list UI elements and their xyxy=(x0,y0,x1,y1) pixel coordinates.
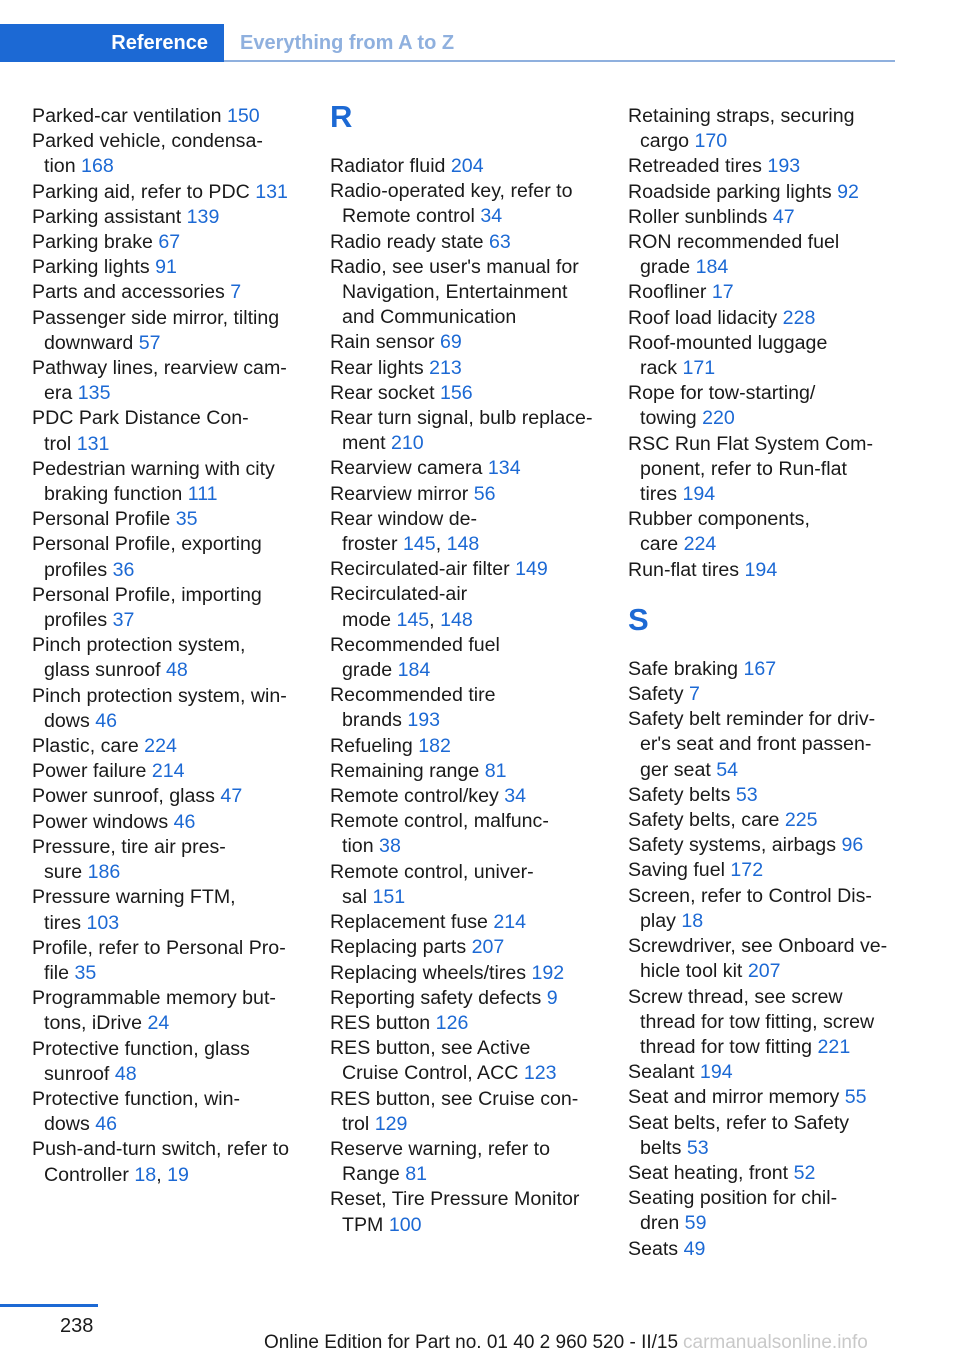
index-entry xyxy=(628,682,918,707)
index-entry xyxy=(628,1161,918,1186)
index-entry xyxy=(330,1036,620,1086)
page-reference-link[interactable]: 48 xyxy=(166,659,188,682)
index-entry xyxy=(330,356,620,381)
page-reference-link[interactable]: 55 xyxy=(844,1086,867,1109)
index-entry-text: Roof-mounted luggage rack xyxy=(628,331,828,380)
index-entry xyxy=(628,306,918,331)
page-reference-link[interactable]: 34 xyxy=(480,205,503,228)
index-entry xyxy=(330,1137,620,1187)
index-entry xyxy=(330,986,620,1011)
index-entry-text: Screw thread, see screw thread for tow fitting, screw thread for tow fitting xyxy=(628,985,875,1058)
index-entry xyxy=(628,1085,918,1110)
page-reference-link[interactable]: 167 xyxy=(743,657,777,680)
index-entry xyxy=(628,1060,918,1085)
page-reference-link[interactable]: 19 xyxy=(167,1163,189,1186)
page-reference-link[interactable]: 111 xyxy=(187,483,218,506)
page-reference-link[interactable]: 34 xyxy=(504,785,527,808)
page-reference-link[interactable]: 91 xyxy=(155,256,177,279)
index-entry xyxy=(330,154,620,179)
index-entry xyxy=(628,808,918,833)
index-entry xyxy=(628,205,918,230)
index-entry xyxy=(628,558,918,583)
index-entry-text: Pressure, tire air pres- sure xyxy=(32,835,226,884)
index-entry: Push-and-turn switch, refer to Controller 18, 19 xyxy=(32,1138,290,1186)
index-entry xyxy=(330,482,620,507)
index-entry-text: Refueling xyxy=(330,734,413,757)
index-entry xyxy=(32,986,322,1036)
index-entry xyxy=(32,104,322,129)
page-reference-link[interactable]: 145 xyxy=(402,533,436,556)
index-entry-text: Reset, Tire Pressure Monitor TPM xyxy=(330,1188,580,1236)
page-reference-link[interactable]: 193 xyxy=(767,155,801,178)
page-reference-link[interactable]: 69 xyxy=(440,331,462,354)
section-tab-reference[interactable]: Reference xyxy=(0,24,224,62)
page-reference-link[interactable]: 224 xyxy=(144,735,177,758)
page-reference-link[interactable]: 59 xyxy=(684,1212,707,1235)
index-entry-text: Seat and mirror memory xyxy=(628,1086,840,1109)
index-entry xyxy=(330,406,620,456)
page-reference-link[interactable]: 210 xyxy=(391,432,424,455)
index-entry-text: Parked-car ventilation xyxy=(32,105,222,127)
index-entry-text: Plastic, care xyxy=(32,735,139,758)
index-entry-text: Pedestrian warning with city braking function xyxy=(32,457,275,506)
page-reference-link[interactable]: 135 xyxy=(77,382,111,405)
index-entry-text: Parked vehicle, condensa- tion xyxy=(32,130,263,178)
page-reference-link[interactable]: 192 xyxy=(531,961,565,984)
page-reference-link[interactable]: 18 xyxy=(134,1163,157,1186)
page-reference-link[interactable]: 56 xyxy=(473,482,496,505)
index-entry-text: Safety systems, airbags xyxy=(628,834,836,857)
page-reference-link[interactable]: 207 xyxy=(747,960,781,983)
header-rule xyxy=(224,60,895,62)
index-entry-text: Recirculated-air mode xyxy=(330,583,468,631)
index-entry xyxy=(330,633,620,683)
index-entry xyxy=(628,707,918,783)
section-gap xyxy=(628,583,918,607)
index-entry xyxy=(32,507,322,532)
index-column-1 xyxy=(32,104,322,1188)
index-entry-text: RES button xyxy=(330,1011,431,1034)
index-entry-text: Recommended tire brands xyxy=(330,684,496,732)
page-reference-link[interactable]: 48 xyxy=(114,1062,137,1085)
index-entry-text: Parking aid, refer to PDC xyxy=(32,180,250,203)
page-reference-link[interactable]: 134 xyxy=(487,457,521,480)
page-reference-link[interactable]: 37 xyxy=(112,609,135,632)
index-entry-text: Run-flat tires xyxy=(628,558,740,581)
page-reference-link[interactable]: 53 xyxy=(686,1136,709,1159)
page-reference-link[interactable]: 194 xyxy=(744,558,778,581)
page-reference-link[interactable]: 18 xyxy=(681,909,704,932)
page-reference-link[interactable]: 172 xyxy=(730,859,764,882)
index-entry xyxy=(330,809,620,859)
page-reference-link[interactable]: 171 xyxy=(682,357,716,380)
index-entry-text: Seats xyxy=(628,1237,679,1260)
index-entry-text: Remote control, malfunc- tion xyxy=(330,810,549,858)
index-entry-text: RES button, see Active Cruise Control, ACC xyxy=(330,1037,531,1085)
index-entry-text: Reserve warning, refer to Range xyxy=(330,1137,550,1186)
index-entry-text: Parking brake xyxy=(32,231,153,254)
index-entry-text: Push-and-turn switch, refer to Controller xyxy=(32,1138,290,1186)
page-reference-link[interactable]: 46 xyxy=(95,709,117,732)
index-letter-heading: R xyxy=(330,99,353,134)
page-reference-link[interactable]: 194 xyxy=(682,483,716,506)
index-entry-text: Pinch protection system, glass sunroof xyxy=(32,634,246,682)
page-reference-link[interactable]: 36 xyxy=(112,558,135,581)
index-entry-text: Remaining range xyxy=(330,759,480,782)
index-entry xyxy=(628,280,918,305)
page-reference-link[interactable]: 207 xyxy=(471,936,505,959)
page-reference-link[interactable]: 46 xyxy=(95,1113,117,1136)
index-entry-text: Roof load lidacity xyxy=(628,306,778,329)
index-entry-text: Retreaded tires xyxy=(628,155,762,178)
index-entry-text: Seat belts, refer to Safety belts xyxy=(628,1111,850,1159)
section-title: Everything from A to Z xyxy=(240,32,455,54)
page-reference-link[interactable]: 7 xyxy=(689,683,700,706)
page-reference-link[interactable]: 35 xyxy=(175,508,198,531)
page-reference-link[interactable]: 7 xyxy=(230,281,242,304)
index-entry-text: Rearview mirror xyxy=(330,482,469,505)
page-reference-link[interactable]: 170 xyxy=(694,130,728,153)
index-entry-text: Personal Profile xyxy=(32,508,171,531)
page-reference-link[interactable]: 92 xyxy=(837,180,859,203)
page-reference-link[interactable]: 24 xyxy=(147,1012,170,1035)
index-entry xyxy=(330,1187,620,1237)
index-entry-text: Safety belts, care xyxy=(628,809,780,832)
page-reference-link[interactable]: 182 xyxy=(418,734,451,757)
index-entry xyxy=(32,810,322,835)
index-entry xyxy=(628,1111,918,1161)
page-reference-link[interactable]: 213 xyxy=(429,356,462,379)
index-entry-text: Remote control/key xyxy=(330,785,499,808)
page-reference-link[interactable]: 96 xyxy=(841,834,864,857)
index-entry xyxy=(628,381,918,431)
index-entry xyxy=(628,507,918,557)
index-entry xyxy=(628,934,918,984)
index-entry xyxy=(32,835,322,885)
index-entry-text: Rubber components, care xyxy=(628,508,810,556)
index-entry xyxy=(32,129,322,179)
index-entry-text: Programmable memory but- tons, iDrive xyxy=(32,987,276,1035)
index-entry-text: Recommended fuel grade xyxy=(330,633,500,682)
page-reference-link[interactable]: 49 xyxy=(683,1237,706,1260)
page-reference-link[interactable]: 225 xyxy=(784,809,818,832)
page-reference-link[interactable]: 150 xyxy=(226,105,260,127)
index-entry-text: Power windows xyxy=(32,810,169,833)
watermark: carmanualsonline.info xyxy=(683,1332,868,1353)
index-entry xyxy=(628,180,918,205)
page-reference-link[interactable]: 220 xyxy=(702,407,735,430)
index-entry-text: PDC Park Distance Con- trol xyxy=(32,407,249,455)
index-column-2 xyxy=(330,99,620,1238)
index-entry xyxy=(32,759,322,784)
page-reference-link[interactable]: 123 xyxy=(523,1062,557,1085)
page-reference-link[interactable]: 204 xyxy=(450,155,484,177)
page-reference-link[interactable]: 100 xyxy=(388,1213,422,1236)
page-reference-link[interactable]: 156 xyxy=(440,381,473,404)
index-entry-text: Power sunroof, glass xyxy=(32,785,215,808)
index-entry: Rear window de- froster 145, 148 xyxy=(330,507,480,556)
index-entry xyxy=(32,684,322,734)
index-entry xyxy=(628,833,918,858)
index-entry xyxy=(330,961,620,986)
page-reference-link[interactable]: 151 xyxy=(372,885,406,908)
page-reference-link[interactable]: 57 xyxy=(138,331,161,354)
page-reference-link[interactable]: 194 xyxy=(699,1061,733,1084)
index-entry-text: Screwdriver, see Onboard ve- hicle tool kit xyxy=(628,935,888,983)
index-entry-text: Personal Profile, exporting profiles xyxy=(32,533,262,581)
index-entry-text: Safe braking xyxy=(628,657,739,680)
index-entry xyxy=(32,1037,322,1087)
page-reference-link[interactable]: 139 xyxy=(186,205,220,228)
index-entry xyxy=(32,583,322,633)
page-reference-link[interactable]: 126 xyxy=(435,1011,469,1034)
index-entry xyxy=(628,657,918,682)
page-reference-link[interactable]: 54 xyxy=(716,758,739,781)
index-entry-text: Saving fuel xyxy=(628,859,725,882)
page-reference-link[interactable]: 38 xyxy=(379,835,401,858)
page-reference-link[interactable]: 63 xyxy=(489,230,511,253)
index-entry-text: Roller sunblinds xyxy=(628,205,768,228)
index-entry-text: Safety belts xyxy=(628,783,731,806)
index-entry xyxy=(330,255,620,331)
index-entry xyxy=(330,557,620,582)
index-entry-text: Parking lights xyxy=(32,256,150,279)
index-entry-text: Rearview camera xyxy=(330,457,483,480)
index-entry xyxy=(330,759,620,784)
index-entry xyxy=(330,935,620,960)
index-entry xyxy=(330,381,620,406)
index-entry-text: Protective function, win- dows xyxy=(32,1087,241,1136)
page-reference-link[interactable]: 214 xyxy=(493,911,527,934)
index-entry xyxy=(628,1237,918,1262)
page-number: 238 xyxy=(60,1315,94,1337)
index-entry-text: Rear turn signal, bulb replace- ment xyxy=(330,407,593,455)
index-entry xyxy=(32,457,322,507)
index-entry xyxy=(628,1186,918,1236)
index-entry xyxy=(628,858,918,883)
page-reference-link[interactable]: 228 xyxy=(782,306,816,329)
index-entry-text: Pathway lines, rearview cam- era xyxy=(32,357,287,405)
index-entry xyxy=(32,180,322,205)
page-reference-link[interactable]: 148 xyxy=(446,533,480,556)
index-entry xyxy=(32,255,322,280)
index-entry xyxy=(32,306,322,356)
index-entry xyxy=(330,683,620,733)
index-entry-text: Pinch protection system, win- dows xyxy=(32,684,287,732)
page-reference-link[interactable]: 35 xyxy=(74,961,97,984)
index-entry xyxy=(32,356,322,406)
index-entry xyxy=(330,179,620,229)
index-entry-text: Replacing wheels/tires xyxy=(330,961,527,984)
page-reference-link[interactable]: 131 xyxy=(255,180,288,203)
page-reference-link[interactable]: 149 xyxy=(515,558,548,581)
index-entry xyxy=(32,406,322,456)
index-entry-text: Safety xyxy=(628,683,684,706)
index-entry xyxy=(32,1087,322,1137)
index-entry-text: Pressure warning FTM, tires xyxy=(32,886,236,934)
index-entry-text: Parts and accessories xyxy=(32,281,225,304)
index-entry-text: Rear window de- froster xyxy=(330,507,478,556)
index-entry-text: RON recommended fuel grade xyxy=(628,231,840,279)
index-entry-text: RSC Run Flat System Com- ponent, refer to Run-flat tires xyxy=(628,432,873,506)
index-letter-heading: S xyxy=(628,601,649,637)
page-reference-link[interactable]: 193 xyxy=(407,709,441,732)
index-entry xyxy=(32,885,322,935)
edition-text: Online Edition for Part no. 01 40 2 960 520 - II/15 xyxy=(264,1332,679,1353)
index-entry xyxy=(32,532,322,582)
page-reference-link[interactable]: 47 xyxy=(772,205,795,228)
index-entry-text: RES button, see Cruise con- trol xyxy=(330,1087,579,1135)
index-entry-text: Power failure xyxy=(32,760,147,783)
page-reference-link[interactable]: 81 xyxy=(484,759,507,782)
index-entry xyxy=(32,784,322,809)
index-entry xyxy=(330,1011,620,1036)
index-entry: Recirculated-air mode 145, 148 xyxy=(330,583,473,631)
index-entry xyxy=(330,860,620,910)
footer-rule xyxy=(0,1304,98,1307)
index-entry xyxy=(628,783,918,808)
page-reference-link[interactable]: 224 xyxy=(683,533,717,556)
index-column-3 xyxy=(628,104,918,1262)
index-entry-text: Parking assistant xyxy=(32,205,182,228)
index-entry-text: Replacing parts xyxy=(330,936,467,959)
index-entry xyxy=(628,331,918,381)
index-entry-text: Radio ready state xyxy=(330,230,484,253)
index-entry xyxy=(32,205,322,230)
page-reference-link[interactable]: 221 xyxy=(817,1035,851,1058)
index-entry-text: Radiator fluid xyxy=(330,155,446,177)
index-entry xyxy=(628,104,918,154)
index-entry-text: Rope for tow-starting/ towing xyxy=(628,382,816,430)
page-reference-link[interactable]: 168 xyxy=(81,155,114,178)
index-entry-text: Rear socket xyxy=(330,381,435,404)
page-reference-link[interactable]: 131 xyxy=(76,432,110,455)
index-entry xyxy=(628,884,918,934)
page-reference-link[interactable]: 184 xyxy=(397,659,431,682)
index-entry-text: Recirculated-air filter xyxy=(330,558,510,581)
index-entry-text: Rain sensor xyxy=(330,331,435,354)
page-reference-link[interactable]: 184 xyxy=(695,256,729,279)
page-header xyxy=(0,24,895,62)
index-entry xyxy=(330,784,620,809)
page-reference-link[interactable]: 145 xyxy=(396,608,430,631)
index-entry-text: Radio-operated key, refer to Remote control xyxy=(330,180,573,228)
page-reference-link[interactable]: 186 xyxy=(87,861,121,884)
index-entry xyxy=(628,432,918,508)
index-entry xyxy=(32,280,322,305)
index-entry-text: Protective function, glass sunroof xyxy=(32,1037,250,1085)
page-reference-link[interactable]: 46 xyxy=(173,810,196,833)
index-entry-text: Personal Profile, importing profiles xyxy=(32,583,262,632)
index-entry xyxy=(32,633,322,683)
index-entry-text: Screen, refer to Control Dis- play xyxy=(628,884,872,932)
page-reference-link[interactable]: 17 xyxy=(711,281,734,304)
index-entry xyxy=(32,936,322,986)
index-entry-text: Rear lights xyxy=(330,356,424,379)
index-entry xyxy=(628,985,918,1061)
page-reference-link[interactable]: 103 xyxy=(86,911,120,934)
index-entry xyxy=(32,734,322,759)
index-entry-text: Reporting safety defects xyxy=(330,986,542,1009)
page-reference-link[interactable]: 148 xyxy=(440,608,473,631)
index-entry-text: Replacement fuse xyxy=(330,911,488,934)
page-reference-link[interactable]: 214 xyxy=(151,760,185,783)
index-entry xyxy=(330,734,620,759)
page-reference-link[interactable]: 81 xyxy=(405,1163,427,1186)
page-reference-link[interactable]: 47 xyxy=(220,785,243,808)
page-reference-link[interactable]: 129 xyxy=(374,1112,408,1135)
index-entry xyxy=(628,230,918,280)
page-reference-link[interactable]: 67 xyxy=(158,231,181,254)
index-entry-text: Radio, see user's manual for Navigation, Entertainment and Communication xyxy=(330,255,579,329)
index-entry-text: Profile, refer to Personal Pro- file xyxy=(32,936,286,984)
index-entry-text: Safety belt reminder for driv- er's seat and front passen- ger seat xyxy=(628,708,876,781)
index-entry-text: Seat heating, front xyxy=(628,1161,789,1184)
index-entry xyxy=(32,230,322,255)
index-entry-text: Retaining straps, securing cargo xyxy=(628,105,855,153)
index-entry-text: Sealant xyxy=(628,1061,695,1084)
index-entry xyxy=(628,154,918,179)
index-entry xyxy=(330,910,620,935)
page-reference-link[interactable]: 52 xyxy=(793,1161,816,1184)
index-entry xyxy=(330,1087,620,1137)
index-entry xyxy=(330,230,620,255)
index-entry-text: Seating position for chil- dren xyxy=(628,1187,838,1235)
index-entry-text: Remote control, univer- sal xyxy=(330,860,534,908)
index-entry xyxy=(330,456,620,481)
index-entry-text: Roadside parking lights xyxy=(628,180,832,203)
page-reference-link[interactable]: 9 xyxy=(546,986,558,1009)
page-reference-link[interactable]: 53 xyxy=(735,783,758,806)
index-entry xyxy=(330,330,620,355)
index-entry-text: Roofliner xyxy=(628,281,707,304)
index-entry-text: Passenger side mirror, tilting downward xyxy=(32,306,280,354)
